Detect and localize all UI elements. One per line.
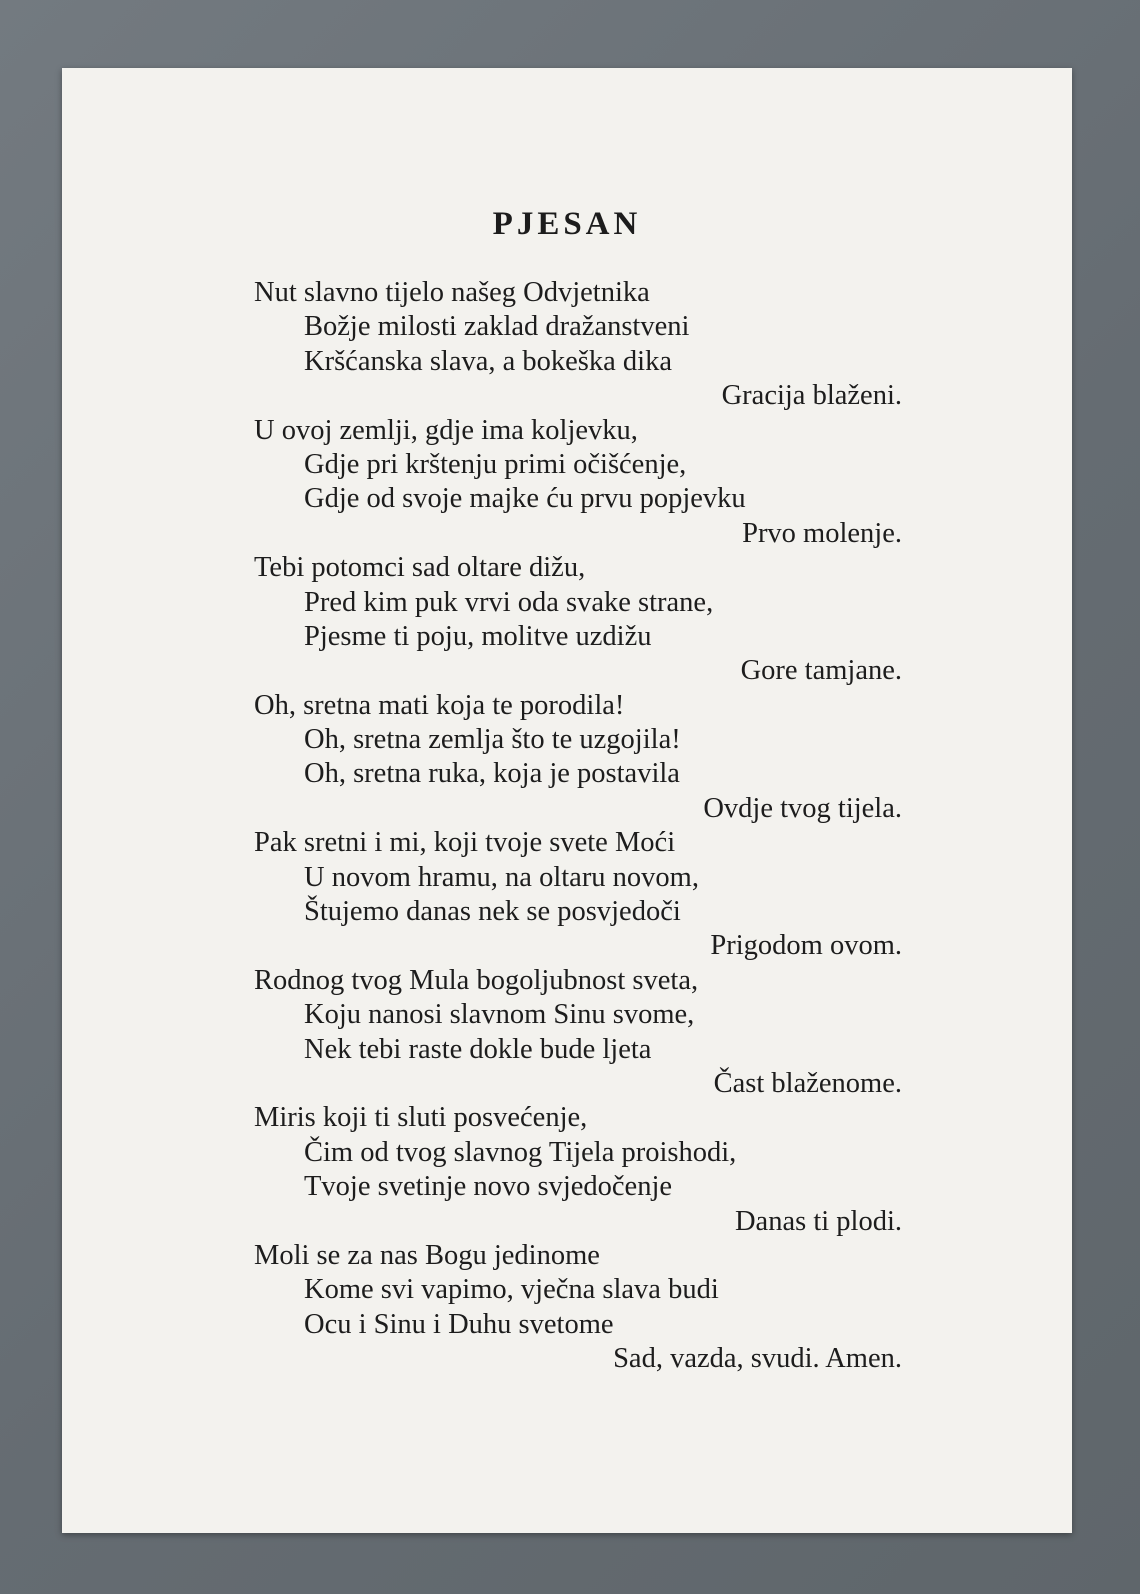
poem-line: Koju nanosi slavnom Sinu svome,	[304, 999, 695, 1031]
poem-line: Oh, sretna ruka, koja je postavila	[304, 758, 680, 790]
poem-refrain-line: Prigodom ovom.	[710, 930, 902, 962]
poem-line: Nek tebi raste dokle bude ljeta	[304, 1033, 652, 1065]
poem-line: Rodnog tvog Mula bogoljubnost sveta,	[254, 964, 699, 996]
poem-body	[254, 276, 902, 1377]
poem-line: Kršćanska slava, a bokeška dika	[304, 345, 672, 377]
poem-refrain-line: Danas ti plodi.	[734, 1205, 902, 1237]
poem-line: Ocu i Sinu i Duhu svetome	[304, 1308, 614, 1340]
poem-line: Pred kim puk vrvi oda svake strane,	[304, 586, 714, 618]
poem-line: Štujemo danas nek se posvjedoči	[304, 896, 681, 928]
poem-refrain-line: Sad, vazda, svudi. Amen.	[613, 1343, 902, 1375]
poem-refrain-line: Gore tamjane.	[740, 655, 902, 687]
poem-line: Pjesme ti poju, molitve uzdižu	[304, 620, 652, 652]
poem-line: Pak sretni i mi, koji tvoje svete Moći	[254, 827, 676, 859]
poem-line: Oh, sretna zemlja što te uzgojila!	[304, 724, 681, 756]
poem-refrain-line: Gracija blaženi.	[721, 380, 902, 412]
poem-line: Miris koji ti sluti posvećenje,	[254, 1102, 588, 1134]
poem-line: Oh, sretna mati koja te porodila!	[254, 689, 625, 721]
poem-line: Nut slavno tijelo našeg Odvjetnika	[254, 277, 650, 308]
poem-line: U ovoj zemlji, gdje ima koljevku,	[254, 414, 638, 446]
poem-line: Kome svi vapimo, vječna slava budi	[304, 1274, 719, 1306]
poem-refrain-line: Čast blaženome.	[713, 1067, 902, 1099]
poem-card	[62, 68, 1072, 1533]
poem-line: Gdje od svoje majke ću prvu popjevku	[304, 483, 746, 515]
poem-line: Božje milosti zaklad dražanstveni	[304, 311, 690, 343]
poem-line: Gdje pri krštenju primi očišćenje,	[304, 448, 687, 480]
poem-line: Tvoje svetinje novo svjedočenje	[304, 1171, 673, 1203]
poem-refrain-line: Prvo molenje.	[742, 517, 902, 549]
poem-title: PJESAN	[492, 206, 642, 242]
poem-refrain-line: Ovdje tvog tijela.	[703, 792, 902, 824]
poem-line: Moli se za nas Bogu jedinome	[254, 1239, 600, 1271]
poem-line: U novom hramu, na oltaru novom,	[304, 861, 699, 893]
poem-line: Čim od tvog slavnog Tijela proishodi,	[304, 1136, 737, 1168]
poem-line: Tebi potomci sad oltare dižu,	[254, 552, 586, 584]
